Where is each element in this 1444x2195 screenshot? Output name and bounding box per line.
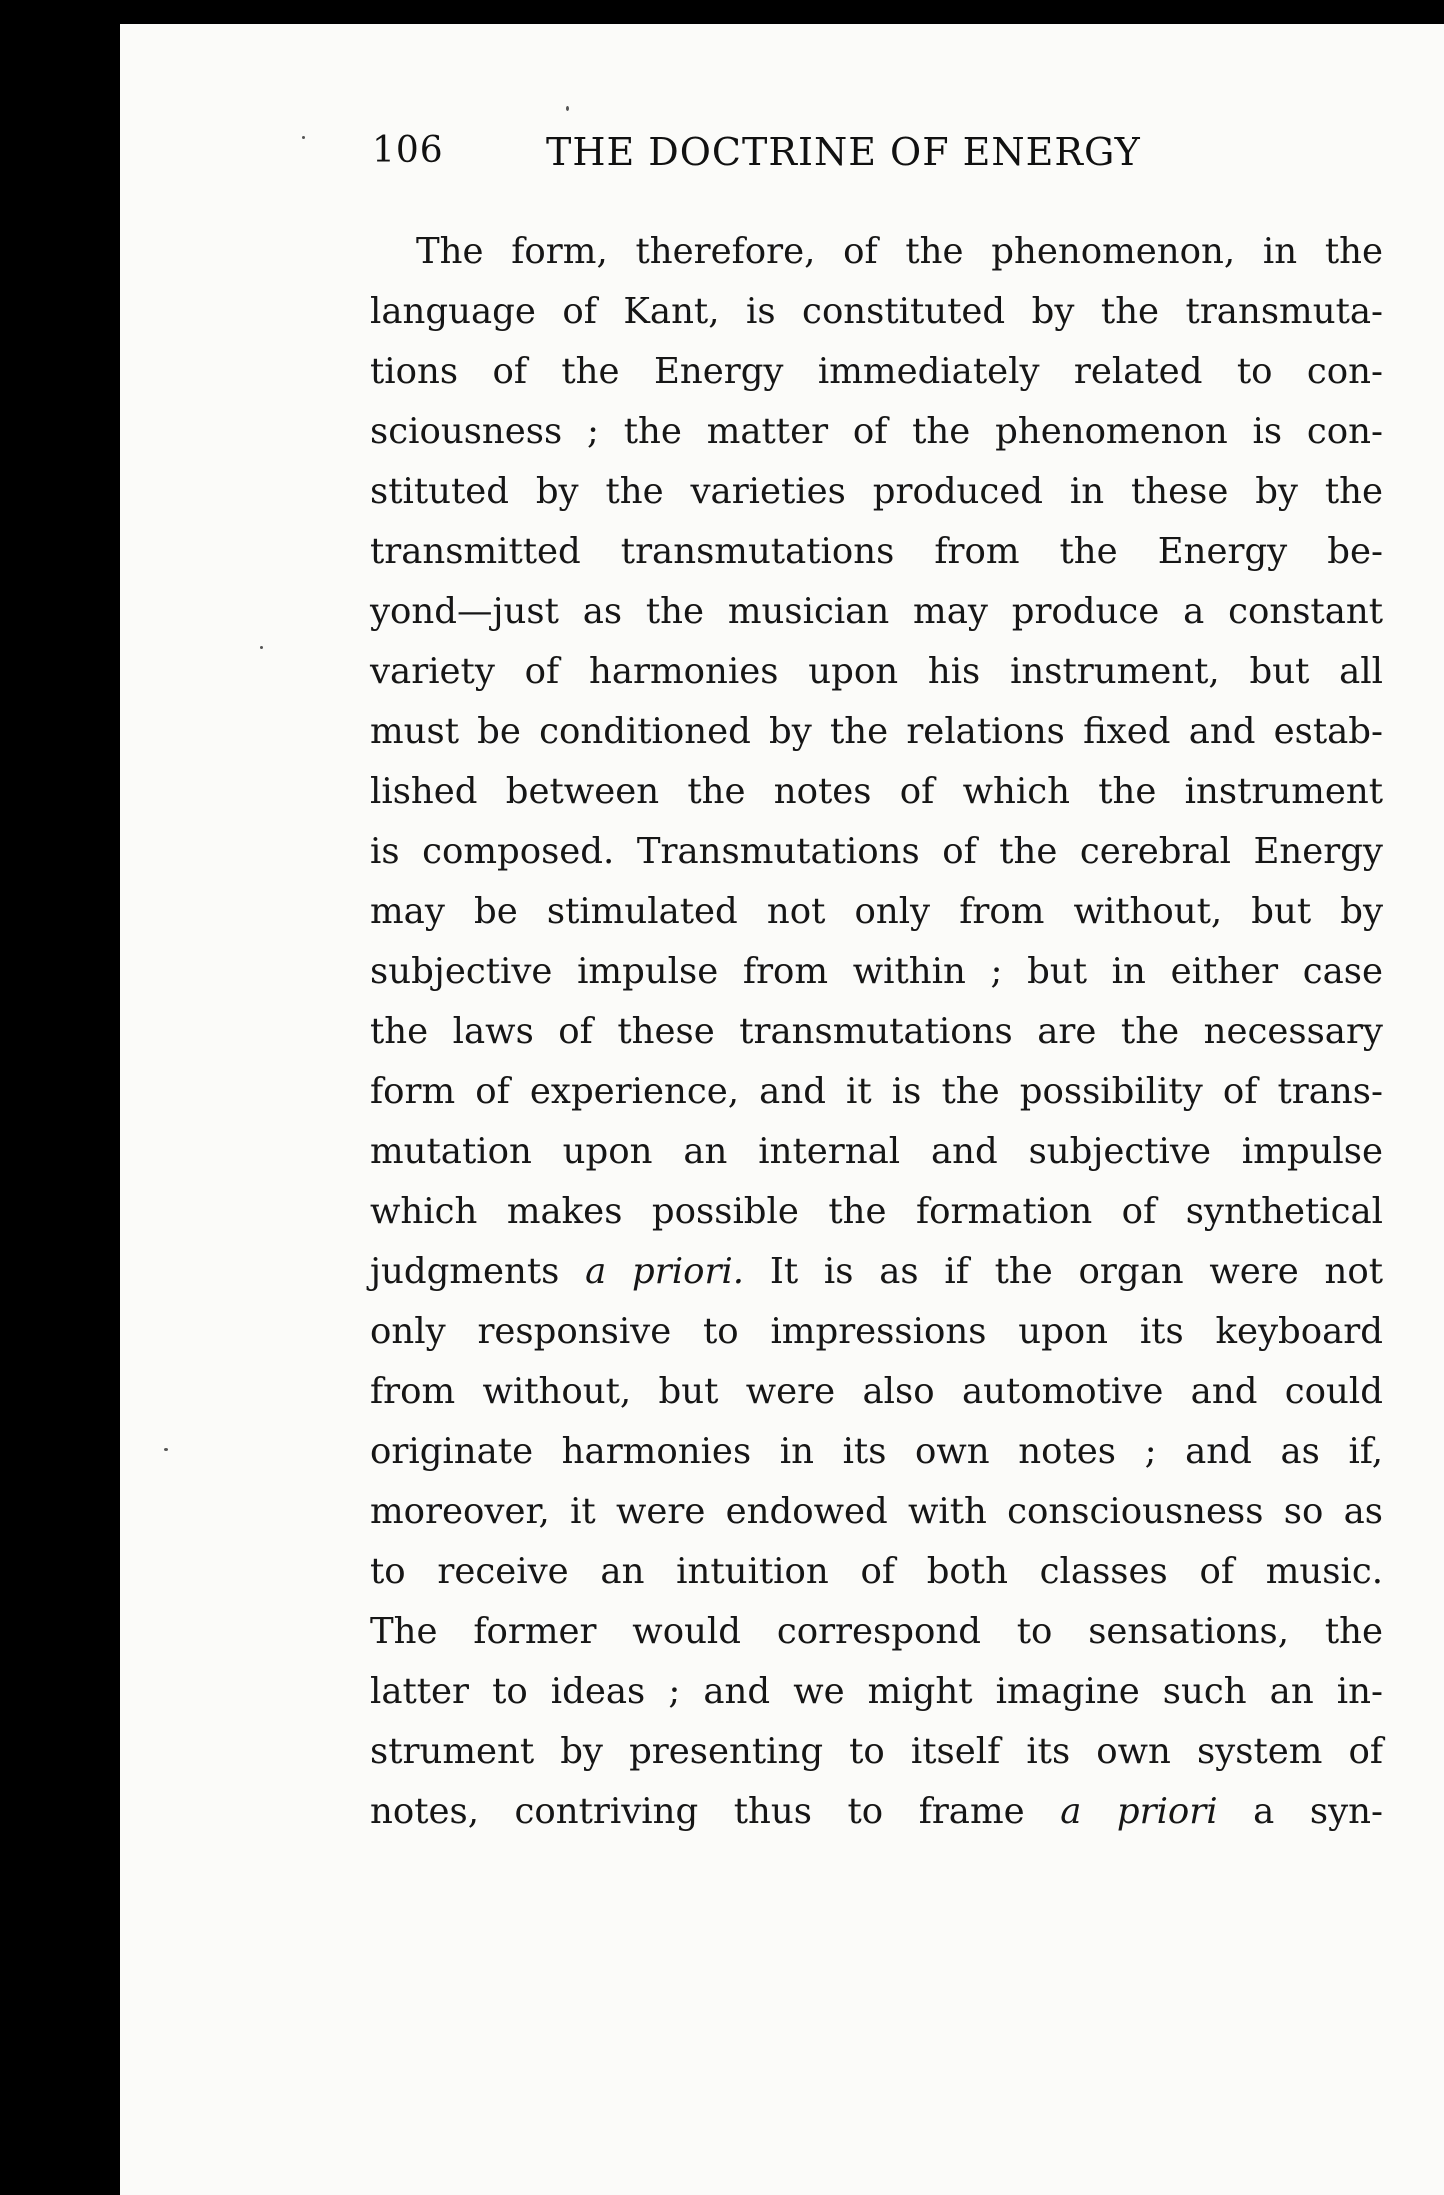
italic-phrase: a priori: [1060, 1791, 1218, 1832]
ink-speck: [566, 106, 569, 111]
text-line: originate harmonies in its own notes ; and as if,: [370, 1431, 1383, 1472]
text-line: which makes possible the formation of synthetical: [370, 1191, 1383, 1232]
text-run: It is as if the organ were not: [744, 1251, 1384, 1292]
ink-speck: [260, 646, 263, 649]
text-line: may be stimulated not only from without, but by: [370, 891, 1383, 932]
text-line: to receive an intuition of both classes of music.: [370, 1551, 1383, 1592]
text-line: is composed. Transmutations of the cerebral Energy: [370, 831, 1383, 872]
running-title: THE DOCTRINE OF ENERGY: [546, 130, 1141, 174]
text-line: subjective impulse from within ; but in either case: [370, 951, 1383, 992]
text-line: must be conditioned by the relations fixed and estab-: [370, 711, 1383, 752]
ink-speck: [164, 1448, 168, 1451]
text-line: transmitted transmutations from the Energy be-: [370, 531, 1383, 572]
text-line: The form, therefore, of the phenomenon, in the: [416, 231, 1383, 272]
text-line: tions of the Energy immediately related to con-: [370, 351, 1383, 392]
text-line: yond—just as the musician may produce a constant: [370, 591, 1383, 632]
body-paragraph: [370, 222, 1383, 1842]
text-line: latter to ideas ; and we might imagine such an in-: [370, 1671, 1383, 1712]
text-line: sciousness ; the matter of the phenomenon is con-: [370, 411, 1383, 452]
text-line: mutation upon an internal and subjective impulse: [370, 1131, 1383, 1172]
text-line: The former would correspond to sensations, the: [370, 1611, 1383, 1652]
text-line: form of experience, and it is the possibility of trans-: [370, 1071, 1383, 1112]
text-run: judgments: [370, 1251, 586, 1292]
text-line: strument by presenting to itself its own system of: [370, 1731, 1383, 1772]
text-run: notes, contriving thus to frame: [370, 1791, 1061, 1832]
text-line: lished between the notes of which the instrument: [370, 771, 1383, 812]
text-line: only responsive to impressions upon its keyboard: [370, 1311, 1383, 1352]
text-run: a syn-: [1217, 1791, 1384, 1832]
text-line: [370, 1782, 1383, 1842]
text-line: from without, but were also automotive and could: [370, 1371, 1383, 1412]
text-line: the laws of these transmutations are the necessary: [370, 1011, 1383, 1052]
page-number: 106: [372, 130, 444, 171]
text-line: stituted by the varieties produced in these by the: [370, 471, 1383, 512]
running-head: [372, 130, 1222, 190]
text-line: [370, 1242, 1383, 1302]
text-line: variety of harmonies upon his instrument, but all: [370, 651, 1383, 692]
text-line: moreover, it were endowed with consciousness so as: [370, 1491, 1383, 1532]
text-line: language of Kant, is constituted by the transmuta-: [370, 291, 1383, 332]
italic-phrase: a priori.: [585, 1251, 745, 1292]
ink-speck: [302, 136, 305, 139]
